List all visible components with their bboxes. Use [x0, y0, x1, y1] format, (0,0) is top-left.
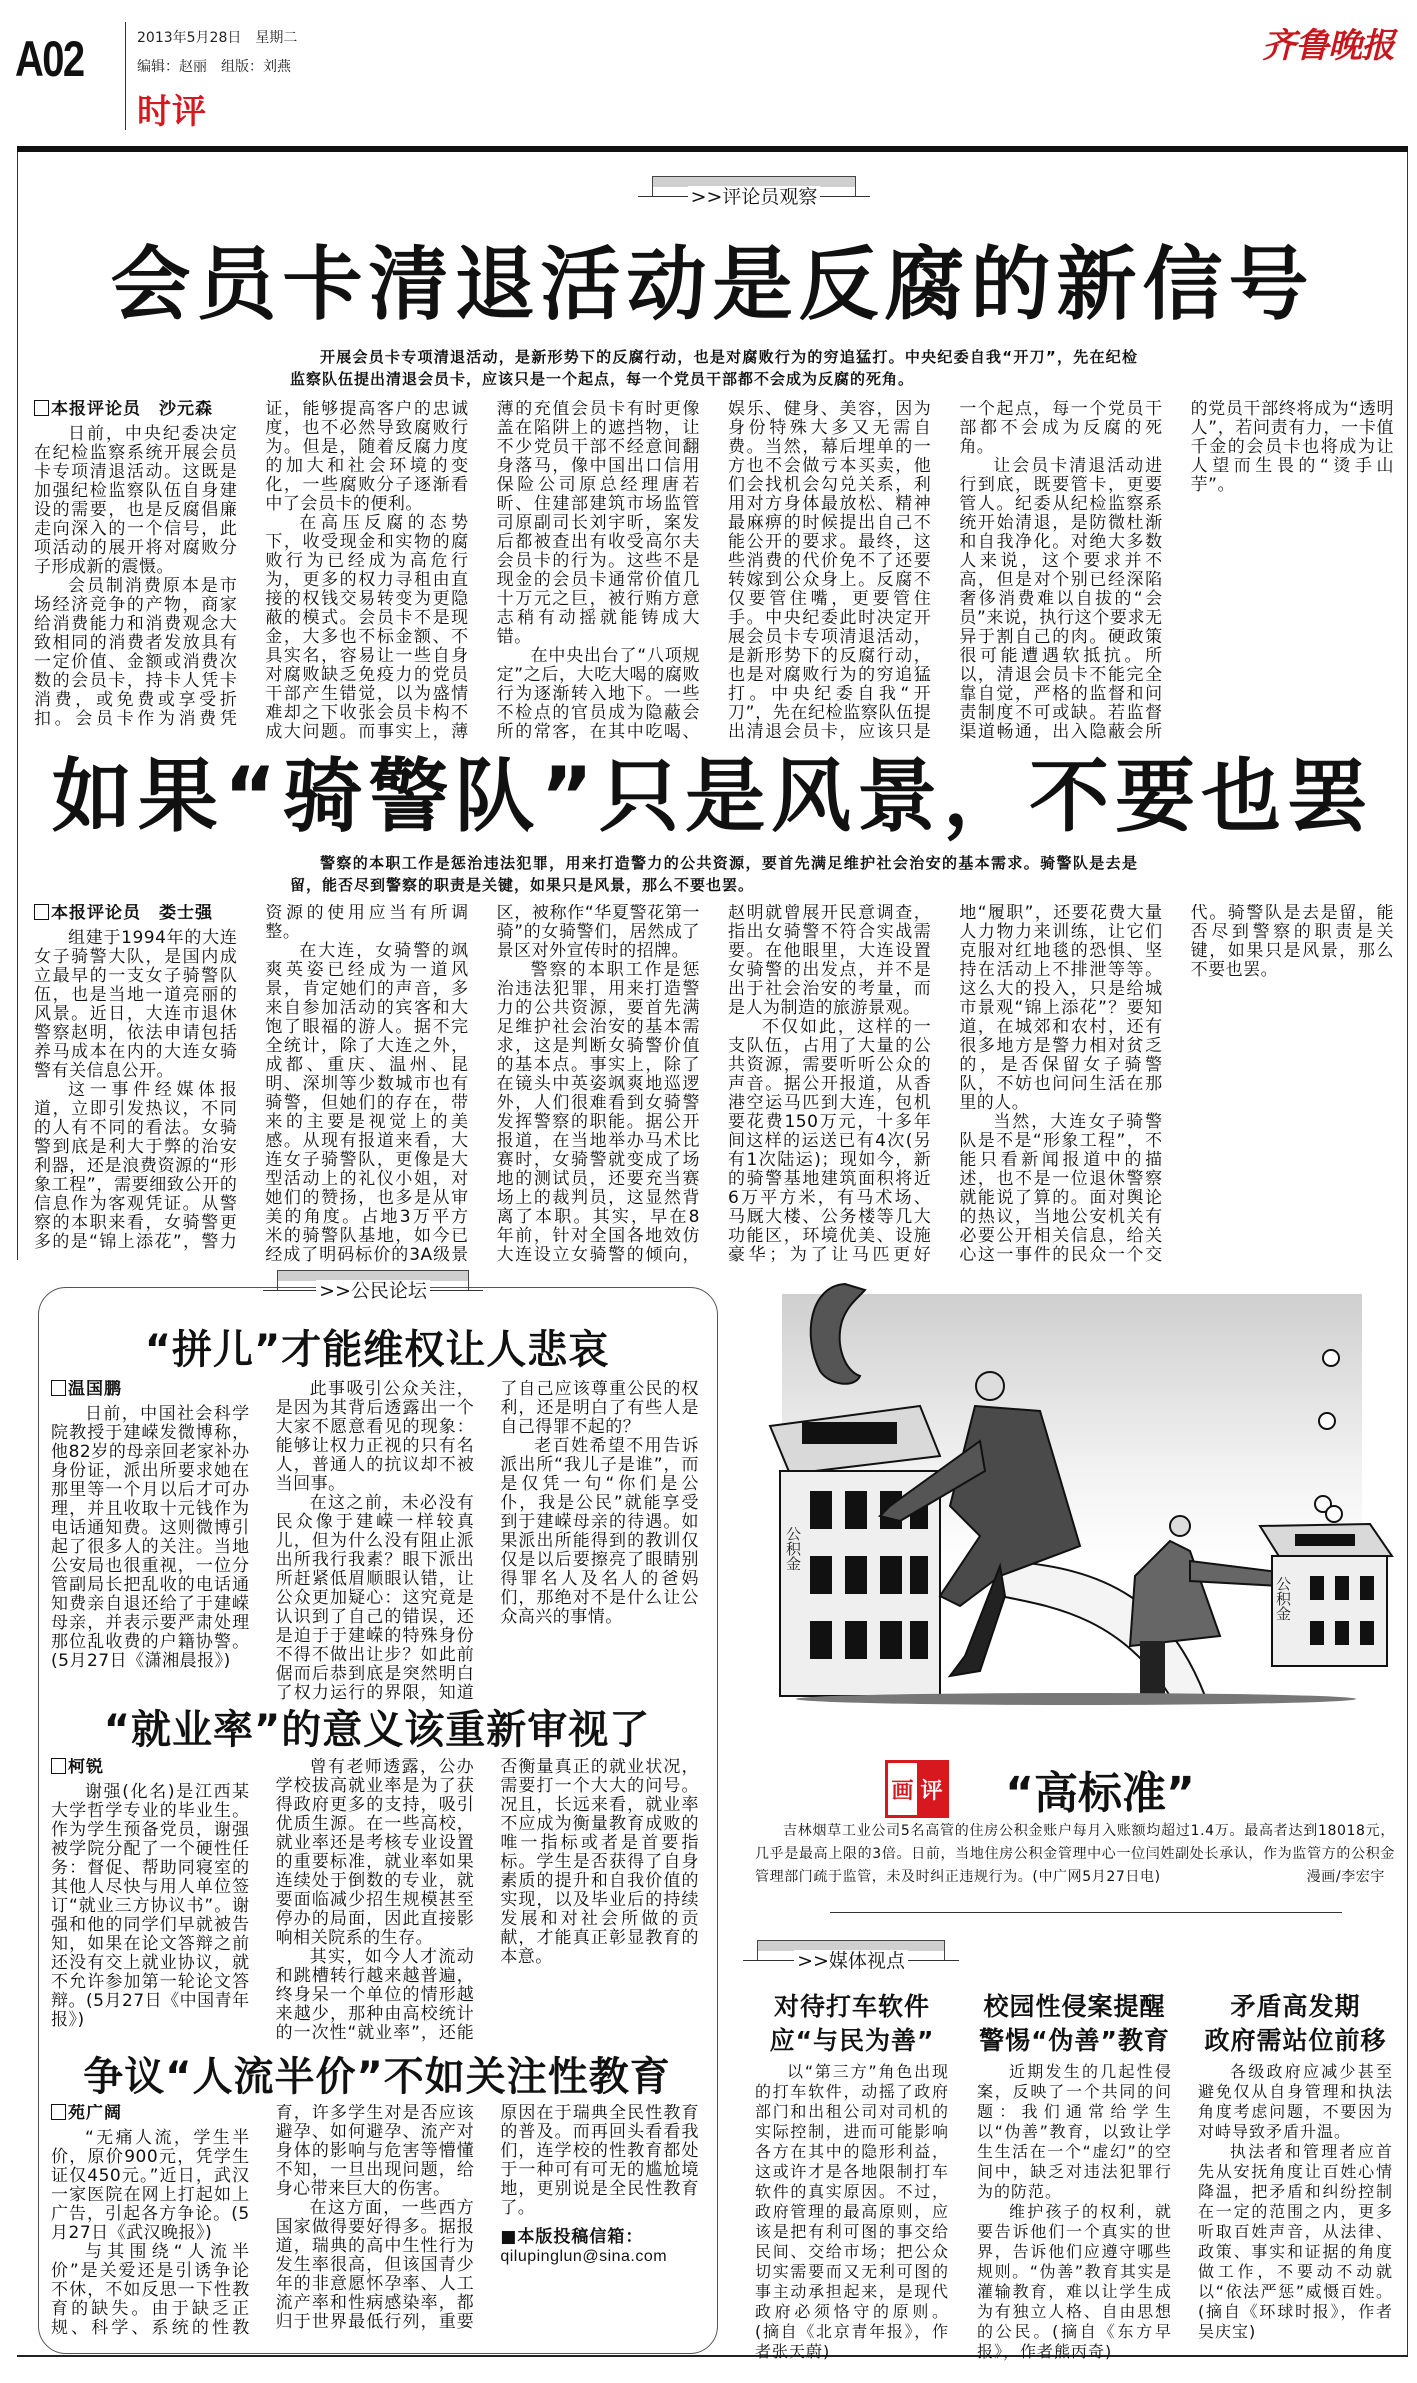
- paragraph: 在大连，女骑警的飒爽英姿已经成为一道风景，肯定她们的声音，多来自参加活动的宾客和大饱了眼福的游人。据不完全统计，除了大连之外，成都、重庆、温州、昆明、深圳等少数城市也有骑警，但她们的存在，带来的主要是视觉上的美感。从现有报道来看，大连女子骑警队，更像是大型活动上的礼仪小姐，对她们的赞扬，也多是从审美的角度。占地3万平方米的骑警队基地，如今已经成了明码标价的3A级景区，被称作“华夏警花第一骑”的女骑警们，居然成了景区对外宣传时的招牌。: [265, 904, 700, 1265]
- deck-text: 开展会员卡专项清退活动，是新形势下的反腐行动，也是对腐败行为的穷追猛打。中央纪委自我“开刀”，先在纪检监察队伍提出清退会员卡，应该只是一个起点，每一个党员干部都不会成为反腐的死角。: [290, 348, 1138, 388]
- cartoon-divider: [830, 1912, 1342, 1913]
- media-item-title: 校园性侵案提醒: [983, 1992, 1166, 2021]
- deck-text: 警察的本职工作是惩治违法犯罪，用来打造警力的公共资源，要首先满足维护社会治安的基本需求。骑警队是去是留，能否尽到警察的职责是关键，如果只是风景，那么不要也罢。: [290, 854, 1138, 894]
- media-item-government-conflict: [1198, 1990, 1393, 2342]
- paragraph: 谢强(化名)是江西某大学哲学专业的毕业生。作为学生预备党员，谢强被学院分配了一个硬性任务：督促、帮助同寝室的其他人尽快与用人单位签订“就业三方协议书”。谢强和他的同学们早就被告知，如果在论文答辩之前还没有交上就业协议，就不允许参加第一轮论文答辩。(5月27日《中国青年报》): [51, 1782, 250, 2030]
- forum-article3-body: [51, 2104, 699, 2348]
- building-label: 公积金: [1274, 1576, 1292, 1621]
- paragraph: 各级政府应减少甚至避免仅从自身管理和执法角度考虑问题，不要因为对峙导致矛盾升温。: [1198, 2062, 1393, 2141]
- bottom-rule: [17, 2355, 1408, 2357]
- paragraph: 会员制消费原本是市场经济竞争的产物，商家给消费能力和消费观念大致相同的消费者发放具有一定价值、金额或消费次数的会员卡，持卡人凭卡消费，或免费或享受折扣。会员卡作为消费凭证，能够提高客户的忠诚度，也不必然导致腐败行为。但是，随着反腐力度的加大和社会环境的变化，一些腐败分子逐渐看中了会员卡的便利。: [34, 400, 469, 729]
- forum-article2-byline: [51, 1758, 250, 1777]
- article2-headline: 如果“骑警队”只是风景，不要也罢: [51, 750, 1374, 843]
- paragraph: 警察的本职工作是惩治违法犯罪，用来打造警力的公共资源，要首先满足维护社会治安的基本需求，这是判断女骑警价值的基本点。事实上，除了在镜头中英姿飒爽地巡逻外，人们很难看到女骑警发挥警察的职能。据公开报道，在当地举办马术比赛时，女骑警就变成了场地的测试员，还要充当赛场上的裁判员，这显然背离了本职。其实，早在8年前，针对全国各地效仿大连设立女骑警的倾向，赵明就曾展开民意调查，指出女骑警不符合实战需要。在他眼里，大连设置女骑警的出发点，并不是出于社会治安的考量，而是人为制造的旅游景观。: [496, 904, 932, 1265]
- stamp-char: 画: [888, 1763, 917, 1815]
- caption-text: 吉林烟草工业公司5名高管的住房公积金账户每月入账额均超过1.4万。最高者达到18018元，几乎是最高上限的3倍。日前，当地住房公积金管理中心一位闫姓副处长承认，作为监管方的公积金管理部门疏于监管，未及时纠正违规行为。(中广网5月27日电): [755, 1823, 1395, 1885]
- ground-shadow: [796, 1693, 1356, 1705]
- paragraph: 此事吸引公众关注，是因为其背后透露出一个大家不愿意看见的现象：能够让权力正视的只有名人，普通人的抗议却不被当回事。: [275, 1380, 475, 1494]
- submission-email-link[interactable]: qilupinglun@sina.com: [500, 2248, 668, 2265]
- newspaper-logo: 齐鲁晚报: [1262, 26, 1394, 66]
- paragraph: “无痛人流，学生半价，原价900元，凭学生证仅450元。”近日，武汉一家医院在网上打起如上广告，引起各方争论。(5月27日《武汉晚报》): [51, 2128, 250, 2243]
- byline-text: 本报评论员 娄士强: [51, 904, 213, 923]
- media-item-title: 对待打车软件: [773, 1992, 930, 2021]
- article2-body: [34, 904, 1394, 1265]
- tag-label: >>媒体视点: [794, 1950, 908, 1972]
- paragraph: 日前，中央纪委决定在纪检监察系统开展会员卡专项清退活动。这既是加强纪检监察队伍自身建设的需要，也是反腐倡廉走向深入的一个信号，此项活动的展开将对腐败分子形成新的震慑。: [34, 424, 238, 577]
- section-tag-citizen-forum: [277, 1270, 469, 1304]
- paragraph: 不仅如此，这样的一支队伍，占用了大量的公共资源，需要听听公众的声音。据公开报道，从香港空运马匹到大连，包机要花费150万元，十多年间这样的运送已有4次(另有1次陆运)；现如今，新的骑警基地建筑面积将近6万平方米，有马术场、马厩大楼、公务楼等几大功能区，环境优美、设施豪华；为了让马匹更好地“履职”，还要花费大量人力物力来训练，让它们克服对红地毯的恐惧、坚持在活动上不排泄等等。这么大的投入，只是给城市景观“锦上添花”？要知道，在城郊和农村，还有很多地方是警力相对贫乏的，是否保留女子骑警队，不妨也问问生活在那里的人。: [727, 904, 1163, 1265]
- byline-box-icon: [51, 1380, 66, 1396]
- paragraph: 维护孩子的权利，就要告诉他们一个真实的世界，告诉他们应遵守哪些规则。“伪善”教育其实是灌输教育，难以让学生成为有独立人格、自由思想的公民。(摘自《东方早报》，作者熊丙奇): [977, 2202, 1172, 2361]
- section-tag-commentator: [652, 176, 856, 210]
- article2-deck: [290, 852, 1138, 896]
- paragraph: 在中央出台了“八项规定”之后，大吃大喝的腐败行为逐渐转入地下。一些不检点的官员成为隐蔽会所的常客，在其中吃喝、娱乐、健身、美容，因为身份特殊大多又无需自费。当然，幕后埋单的一方也不会做亏本买卖，他们会找机会勾兑关系，利用对方身体最放松、精神最麻痹的时候提出自己不能公开的要求。最终，这些消费的代价免不了还要转嫁到公众身上。反腐不仅要管住嘴，更要管住手。中央纪委此时决定开展会员卡专项清退活动，是新形势下的反腐行动，也是对腐败行为的穷追猛打。中央纪委自我“开刀”，先在纪检监察队伍提出清退会员卡，应该只是一个起点，每一个党员干部都不会成为反腐的死角。: [496, 400, 1163, 742]
- stamp-char: 评: [917, 1763, 946, 1815]
- page-number: A02: [15, 31, 84, 87]
- paragraph: 执法者和管理者应首先从安抚角度让百姓心情降温，把矛盾和纠纷控制在一定的范围之内，更多听取百姓声音，从法律、政策、事实和证据的角度做工作，不要动不动就以“依法严惩”威慑百姓。(摘自《环球时报》，作者吴庆宝): [1198, 2142, 1393, 2341]
- submission-mailbox-label: ■本版投稿信箱：: [500, 2227, 644, 2247]
- masthead-divider: [125, 22, 126, 130]
- forum-article3-byline: [51, 2104, 250, 2123]
- forum-article2-body: [51, 1758, 699, 2050]
- paragraph: 日前，中国社会科学院教授于建嵘发微博称，他82岁的母亲回老家补办身份证，派出所要求她在那里等一个月以后才可办理，并且收取十元钱作为电话通知费。这则微博引起了很多人的关注。当地公安局也很重视，一位分管副局长把乱收的电话通知费亲自退还给了于建嵘母亲，并表示要严肃处理那位乱收费的户籍协警。(5月27日《潇湘晨报》): [51, 1404, 250, 1671]
- paragraph: 与其围绕“人流半价”是关爱还是引诱争论不休，不如反思一下性教育的缺失。由于缺乏正规、科学、系统的性教育，许多学生对是否应该避孕、如何避孕、流产对身体的影响与危害等懵懂不知，一旦出现问题，给身心带来巨大的伤害。: [51, 2104, 475, 2338]
- byline-box-icon: [51, 1758, 66, 1774]
- media-item-title: 矛盾高发期: [1230, 1992, 1361, 2021]
- frame-right: [1407, 152, 1408, 2355]
- article1-deck: [290, 346, 1138, 390]
- forum-article3-headline: 争议“人流半价”不如关注性教育: [83, 2054, 671, 2100]
- article2-byline: [34, 904, 237, 923]
- media-item-title: 应“与民为善”: [769, 2026, 935, 2055]
- paragraph: 在高压反腐的态势下，收受现金和实物的腐败行为已经成为高危行为，更多的权力寻租由直接的权钱交易转变为更隐蔽的模式。会员卡不是现金，大多也不标金额、不具实名，容易让一些自身对腐败缺乏免疫力的党员干部产生错觉，以为盛情难却之下收张会员卡构不成大问题。而事实上，薄薄的充值会员卡有时更像盖在陷阱上的遮挡物，让不少党员干部不经意间翻身落马，像中国出口信用保险公司原总经理唐若昕、住建部建筑市场监管司原副司长刘宇昕，案发后都被查出有收受高尔夫会员卡的行为。这些不是现金的会员卡通常价值几十万元之巨，被行贿方意志稍有动摇就能铸成大错。: [265, 400, 700, 742]
- paragraph: 在这之前，未必没有民众像于建嵘一样较真儿，但为什么没有阻止派出所我行我素？眼下派出所赶紧低眉顺眼认错，让公众更加疑心：这究竟是认识到了自己的错误，还是迫于于建嵘的特殊身份不得不做出让步？如此前倨而后恭到底是突然明白了权力运行的界限，知道了自己应该尊重公民的权利，还是明白了有些人是自己得罪不起的？: [275, 1380, 699, 1703]
- media-item-title: 政府需站位前移: [1204, 2026, 1387, 2055]
- media-item-title: 警惕“伪善”教育: [979, 2026, 1170, 2055]
- byline-box-icon: [34, 400, 49, 416]
- byline-text: 柯锐: [68, 1758, 104, 1777]
- paragraph: 其实，如今人才流动和跳槽转行越来越普遍，终身呆一个单位的情形越来越少，那种由高校统计的一次性“就业率”，还能否衡量真正的就业状况，需要打一个大大的问号。况且，长远来看，就业率不应成为衡量教育成败的唯一指标或者是首要指标。学生是否获得了自身素质的提升和自我价值的实现，以及毕业后的持续发展和对社会所做的贡献，才能真正彰显教育的本意。: [275, 1758, 699, 2043]
- paragraph: 以“第三方”角色出现的打车软件，动摇了政府部门和出租公司对司机的实际控制，进而可能影响各方在其中的隐形利益，这或许才是各地限制打车软件的真实原因。不过，政府管理的最高原则，应该是把有利可图的事交给民间、交给市场；把公众切实需要而又无利可图的事主动承担起来，是现代政府必须恪守的原则。(摘自《北京青年报》，作者张天蔚): [755, 2062, 949, 2361]
- byline-box-icon: [34, 904, 49, 920]
- paragraph: 让会员卡清退活动进行到底，既要管卡，更要管人。纪委从纪检监察系统开始清退，是防微杜渐和自我净化。对绝大多数人来说，这个要求并不高，但是对个别已经深陷奢侈消费难以自拔的“会员”来说，执行这个要求无异于割自己的肉。硬政策很可能遭遇软抵抗。所以，清退会员卡不能完全靠自觉，严格的监督和问责制度不可或缺。若监督渠道畅通，出入隐蔽会所的党员干部终将成为“透明人”，若问责有力，一卡值千金的会员卡也将成为让人望而生畏的“烫手山芋”。: [959, 400, 1394, 742]
- byline-text: 温国鹏: [68, 1380, 122, 1399]
- byline-box-icon: [51, 2104, 66, 2120]
- editor-credits: 编辑：赵丽 组版：刘燕: [137, 59, 291, 75]
- cartoon-title: “高标准”: [1005, 1768, 1195, 1819]
- article1-body: [34, 400, 1394, 742]
- cartoon-commentary-stamp: [885, 1760, 949, 1818]
- article1-byline: [34, 400, 237, 419]
- paragraph: 曾有老师透露，公办学校拔高就业率是为了获得政府更多的支持，吸引优质生源。在一些高校，就业率还是考核专业设置的重要标准，就业率如果连续处于倒数的专业，就要面临减少招生规模甚至停办的局面，因此直接影响相关院系的生存。: [275, 1758, 475, 1948]
- paragraph: 近期发生的几起性侵案，反映了一个共同的问题：我们通常给学生以“伪善”教育，以致让学生生活在一个“虚幻”的空间中，缺乏对违法犯罪行为的防范。: [977, 2062, 1172, 2201]
- forum-article1-byline: [51, 1380, 250, 1399]
- editorial-cartoon: [750, 1276, 1402, 1716]
- paragraph: 组建于1994年的大连女子骑警大队，是国内成立最早的一支女子骑警队伍，也是当地一道亮丽的风景。近日，大连市退休警察赵明，依法申请包括养马成本在内的大连女骑警有关信息公开。: [34, 928, 238, 1081]
- section-tag-media-viewpoints: [757, 1940, 945, 1974]
- tag-label: >>评论员观察: [688, 186, 821, 208]
- article1-headline: 会员卡清退活动是反腐的新信号: [110, 238, 1315, 331]
- cartoon-credit: 漫画/李宏宇: [1306, 1869, 1385, 1885]
- byline-text: 本报评论员 沙元森: [51, 400, 213, 419]
- paragraph: 老百姓希望不用告诉派出所“我儿子是谁”，而是仅凭一句“你们是公仆，我是公民”就能享受到于建嵘母亲的待遇。如果派出所能得到的教训仅仅是以后要擦亮了眼睛别得罪名人及名人的爸妈们，那绝对不是什么让公众高兴的事情。: [500, 1436, 699, 1627]
- cartoon-caption: [755, 1820, 1395, 1889]
- top-rule: [17, 146, 1408, 152]
- media-item-taxi-apps: [755, 1990, 949, 2362]
- paragraph: 在这方面，一些西方国家做得要好得多。据报道，瑞典的高中生性行为发生率很高，但该国青少年的非意愿怀孕率、人工流产率和性病感染率，都归于世界最低行列，重要原因在于瑞典全民性教育的普及。而再回头看看我们，连学校的性教育都处于一种可有可无的尴尬境地，更别说是全民性教育了。: [275, 2104, 699, 2332]
- left-building: [770, 1406, 940, 1696]
- right-building: [1260, 1524, 1392, 1666]
- tag-label: >>公民论坛: [316, 1280, 430, 1302]
- forum-article1-body: [51, 1380, 699, 1703]
- issue-date: 2013年5月28日 星期二: [137, 30, 298, 46]
- paragraph: 当然，大连女子骑警队是不是“形象工程”，不能只看新闻报道中的描述，也不是一位退休警察就能说了算的。面对舆论的热议，当地公安机关有必要公开相关信息，给关心这一事件的民众一个交代。骑警队是去是留，能否尽到警察的职责是关键，如果只是风景，那么不要也罢。: [959, 904, 1394, 1265]
- forum-article2-headline: “就业率”的意义该重新审视了: [103, 1707, 651, 1753]
- paragraph: 这一事件经媒体报道，立即引发热议，不同的人有不同的看法。女骑警到底是利大于弊的治安利器，还是浪费资源的“形象工程”，需要细致公开的信息作为客观凭证。从警察的本职来看，女骑警更多的是“锦上添花”，警力资源的使用应当有所调整。: [34, 904, 469, 1252]
- section-title: 时评: [137, 92, 207, 132]
- media-item-campus-assault: [977, 1990, 1172, 2362]
- forum-article1-headline: “拼儿”才能维权让人悲哀: [144, 1327, 610, 1373]
- building-label: 公积金: [784, 1526, 802, 1571]
- byline-text: 苑广阔: [68, 2104, 122, 2123]
